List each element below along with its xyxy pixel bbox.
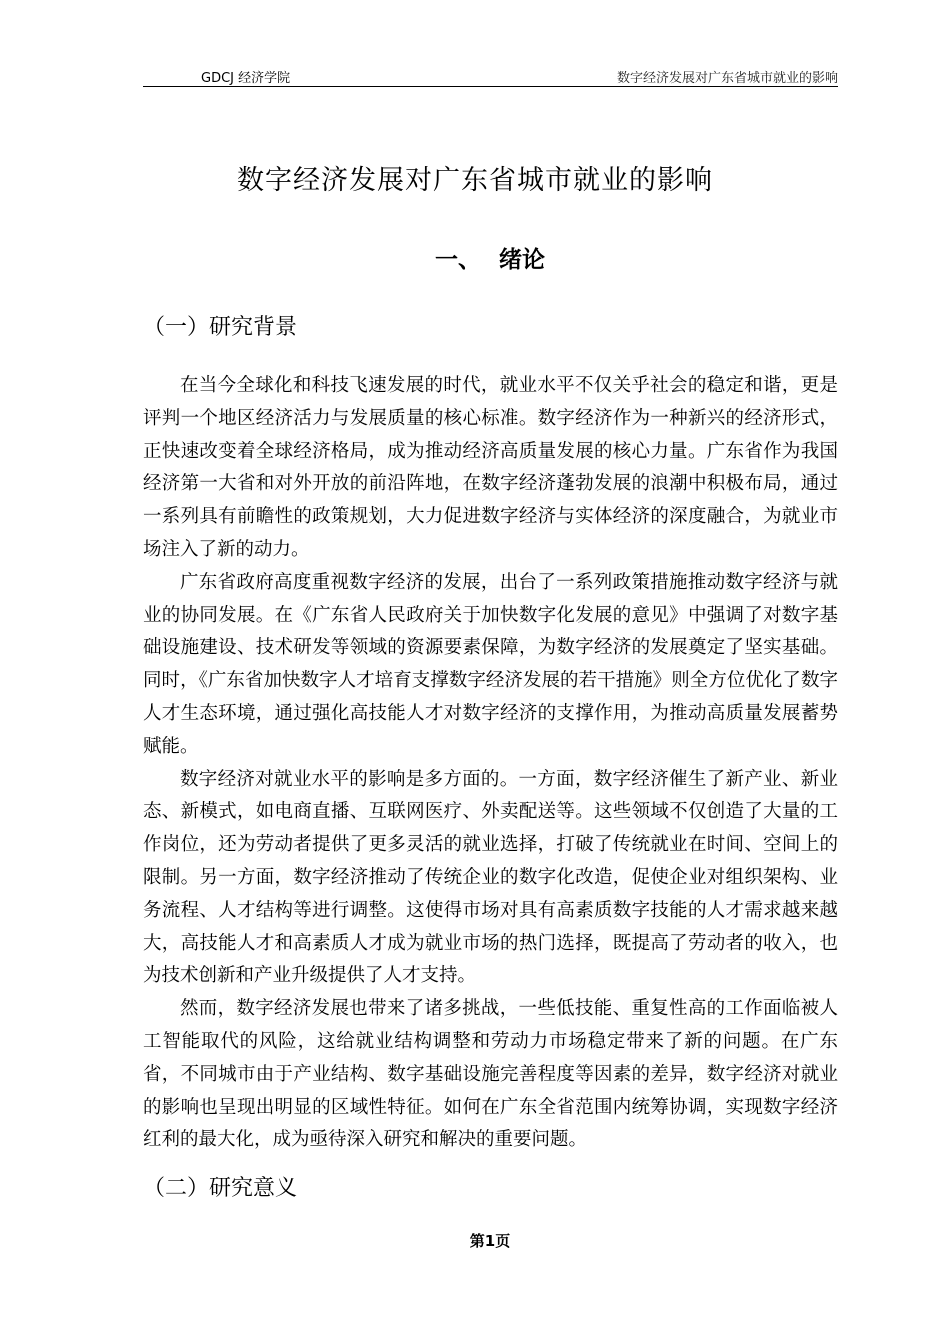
page-header [143, 66, 838, 87]
header-institution: GDCJ 经济学院 [201, 71, 291, 86]
document-title: 数字经济发展对广东省城市就业的影响 [237, 165, 713, 196]
page-number: 第1页 [469, 1232, 511, 1250]
section-heading-background: （一）研究背景 [143, 315, 298, 340]
paragraph: 在当今全球化和科技飞速发展的时代，就业水平不仅关乎社会的稳定和谐，更是评判一个地区经济活力与发展质量的核心标准。数字经济作为一种新兴的经济形式，正快速改变着全球经济格局，成为推动经济高质量发展的核心力量。广东省作为我国经济第一大省和对外开放的前沿阵地，在数字经济蓬勃发展的浪潮中积极布局，通过一系列具有前瞻性的政策规划，大力促进数字经济与实体经济的深度融合，为就业市场注入了新的动力。 [143, 375, 838, 560]
chapter-heading: 一、 绪论 [434, 247, 545, 273]
paragraph: 然而，数字经济发展也带来了诸多挑战，一些低技能、重复性高的工作面临被人工智能取代的风险，这给就业结构调整和劳动力市场稳定带来了新的问题。在广东省，不同城市由于产业结构、数字基础设施完善程度等因素的差异，数字经济对就业的影响也呈现出明显的区域性特征。如何在广东全省范围内统筹协调，实现数字经济红利的最大化，成为亟待深入研究和解决的重要问题。 [143, 998, 838, 1151]
section-heading-significance: （二）研究意义 [143, 1176, 298, 1201]
paragraph: 数字经济对就业水平的影响是多方面的。一方面，数字经济催生了新产业、新业态、新模式，如电商直播、互联网医疗、外卖配送等。这些领域不仅创造了大量的工作岗位，还为劳动者提供了更多灵活的就业选择，打破了传统就业在时间、空间上的限制。另一方面，数字经济推动了传统企业的数字化改造，促使企业对组织架构、业务流程、人才结构等进行调整。这使得市场对具有高素质数字技能的人才需求越来越大，高技能人才和高素质人才成为就业市场的热门选择，既提高了劳动者的收入，也为技术创新和产业升级提供了人才支持。 [143, 768, 838, 987]
paragraph: 广东省政府高度重视数字经济的发展，出台了一系列政策措施推动数字经济与就业的协同发展。在《广东省人民政府关于加快数字化发展的意见》中强调了对数字基础设施建设、技术研发等领域的资源要素保障，为数字经济的发展奠定了坚实基础。同时，《广东省加快数字人才培育支撑数字经济发展的若干措施》则全方位优化了数字人才生态环境，通过强化高技能人才对数字经济的支撑作用，为推动高质量发展蓄势赋能。 [143, 571, 838, 757]
section-body [143, 370, 838, 1157]
header-running-title: 数字经济发展对广东省城市就业的影响 [616, 71, 838, 86]
